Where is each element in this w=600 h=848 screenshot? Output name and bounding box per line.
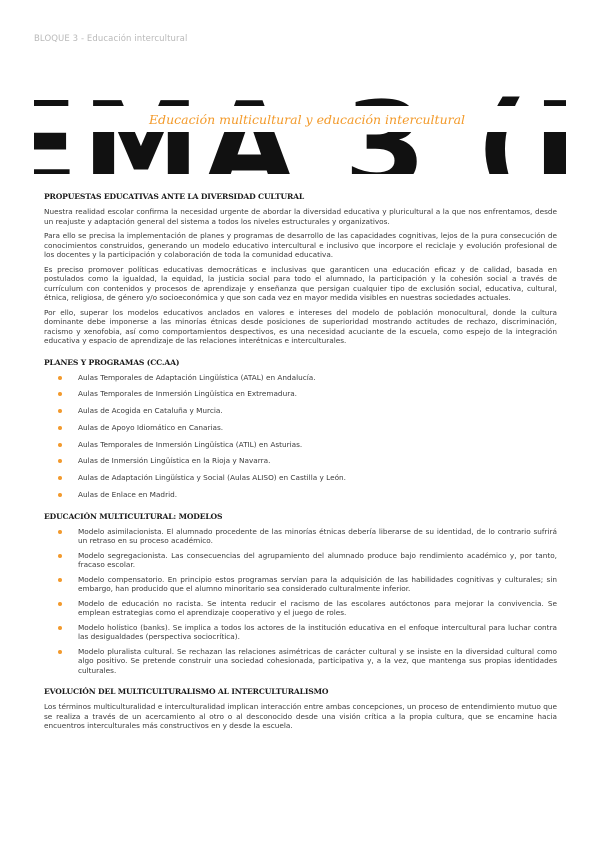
list-item-text: Aulas de Enlace en Madrid. <box>78 490 178 500</box>
bullet-icon <box>58 426 62 430</box>
bullet-icon <box>58 626 62 630</box>
section-heading: PROPUESTAS EDUCATIVAS ANTE LA DIVERSIDAD CULTURAL <box>44 192 305 201</box>
list-item-text: Modelo de educación no racista. Se intenta reducir el racismo de las escolares autóctonos para mejorar la convivencia. Se emplean estrategias como el aprendizaje cooperativo y el juego de roles. <box>78 598 557 618</box>
bullet-icon <box>58 493 62 497</box>
list-item-text: Aulas de Inmersión Lingüística en la Rioja y Navarra. <box>78 456 271 466</box>
list-item-text: Aulas de Apoyo Idiomático en Canarias. <box>78 422 224 432</box>
list-item <box>58 551 557 570</box>
section-heading: EDUCACIÓN MULTICULTURAL: MODELOS <box>44 511 223 521</box>
list-item <box>58 575 557 594</box>
list-item-text: Aulas Temporales de Inmersión Lingüística (ATIL) en Asturias. <box>78 439 303 449</box>
list-item <box>58 423 557 433</box>
bullet-icon <box>58 530 62 534</box>
list-item-text: Modelo compensatorio. En principio estos programas servían para la adquisición de las habilidades cognitivas y culturales; sin embargo, han producido que el alumno minoritario sea considerado culturalmente inferior. <box>78 574 557 594</box>
list-item <box>58 456 557 466</box>
bullet-icon <box>58 476 62 480</box>
list-item-text: Aulas de Acogida en Cataluña y Murcia. <box>78 406 223 416</box>
document-body <box>44 192 557 736</box>
bullet-icon <box>58 554 62 558</box>
list-item-text: Modelo segregacionista. Las consecuencias del agrupamiento del alumnado produce bajo rendimiento académico y, por tanto, fracaso escolar. <box>78 550 557 570</box>
bullet-list <box>44 527 557 676</box>
paragraph: Por ello, superar los modelos educativos anclados en valores e intereses del modelo de población monocultural, donde la cultura dominante debe imponerse a las minorías étnicas desde posiciones de superioridad mostrando actitudes de rechazo, discriminación, racismo y xenofobia, así como comportamientos despectivos, es una necesidad acuciante de la escuela, como espejo de la integración educativa y espacio de aprendizaje de las relaciones interétnicas e interculturales. <box>44 307 557 345</box>
list-item <box>58 406 557 416</box>
section-propuestas <box>44 192 557 346</box>
paragraph: Es preciso promover políticas educativas democráticas e inclusivas que garanticen una educación eficaz y de calidad, basada en postulados como la igualdad, la equidad, la justicia social para todo el alumnado, la participación y la cohesión social a través de currículum con contenidos y procesos de aprendizaje y enseñanza que persigan cualquier tipo de exclusión social, educativa, cultural, étnica, religiosa, de género y/o socioeconómica y que son cada vez en mayor medida visibles en nuestras sociedades actuales. <box>44 264 557 302</box>
page-header: BLOQUE 3 - Educación intercultural <box>34 34 188 44</box>
list-item <box>58 473 557 483</box>
section-evolucion <box>44 687 557 731</box>
bullet-icon <box>58 578 62 582</box>
title-banner <box>34 78 566 174</box>
section-heading: EVOLUCIÓN DEL MULTICULTURALISMO AL INTERCULTURALISMO <box>44 687 329 697</box>
banner-subtitle: Educación multicultural y educación intercultural <box>148 112 466 127</box>
bullet-icon <box>58 409 62 413</box>
list-item <box>58 599 557 618</box>
bullet-list <box>44 373 557 500</box>
bullet-icon <box>58 602 62 606</box>
bullet-icon <box>58 376 62 380</box>
list-item-text: Modelo asimilacionista. El alumnado procedente de las minorías étnicas debería liberarse de su identidad, de lo contrario sufrirá un retraso en su proceso académico. <box>78 526 557 546</box>
list-item <box>58 373 557 383</box>
list-item-text: Aulas de Adaptación Lingüística y Social (Aulas ALISO) en Castilla y León. <box>78 473 346 483</box>
section-heading: PLANES Y PROGRAMAS (CC.AA) <box>44 357 180 367</box>
paragraph: Nuestra realidad escolar confirma la necesidad urgente de abordar la diversidad educativa y pluricultural a la que nos enfrentamos, desde un reajuste y adaptación general del sistema a todos los niveles estructurales y organizativos. <box>44 207 557 226</box>
list-item-text: Modelo holístico (banks). Se implica a todos los actores de la institución educativa en el enfoque intercultural para luchar contra las desigualdades (perspectiva sociocrítica). <box>78 622 557 642</box>
bullet-icon <box>58 459 62 463</box>
bullet-icon <box>58 650 62 654</box>
paragraph: Los términos multiculturalidad e interculturalidad implican interacción entre ambas concepciones, un proceso de entendimiento mutuo que se realiza a través de un acercamiento al otro o al desconocido desde una visión crítica a la propia cultura, que se encamine hacia encuentros interculturales más constructivos en y desde la escuela. <box>44 702 557 731</box>
list-item-text: Aulas Temporales de Inmersión Lingüística en Extremadura. <box>78 389 297 399</box>
list-item-text: Aulas Temporales de Adaptación Lingüística (ATAL) en Andalucía. <box>78 372 316 382</box>
list-item <box>58 623 557 642</box>
list-item <box>58 647 557 676</box>
list-item <box>58 490 557 500</box>
list-item-text: Modelo pluralista cultural. Se rechazan las relaciones asimétricas de carácter cultural y se insiste en la diversidad cultural como algo positivo. Se pretende construir una sociedad cohesionada, participativa y, a la vez, que mantenga sus propias identidades culturales. <box>78 646 557 675</box>
list-item <box>58 527 557 546</box>
section-modelos <box>44 512 557 676</box>
bullet-icon <box>58 392 62 396</box>
bullet-icon <box>58 443 62 447</box>
list-item <box>58 389 557 399</box>
section-planes <box>44 358 557 500</box>
list-item <box>58 440 557 450</box>
paragraph: Para ello se precisa la implementación de planes y programas de desarrollo de las capacidades cognitivas, lejos de la pura consecución de conocimientos construidos, generando un modelo educativo intercultural e inclusivo que incorpore el reciclaje y evolución profesional de los docentes y la participación y colaboración de toda la comunidad educativa. <box>44 231 557 259</box>
